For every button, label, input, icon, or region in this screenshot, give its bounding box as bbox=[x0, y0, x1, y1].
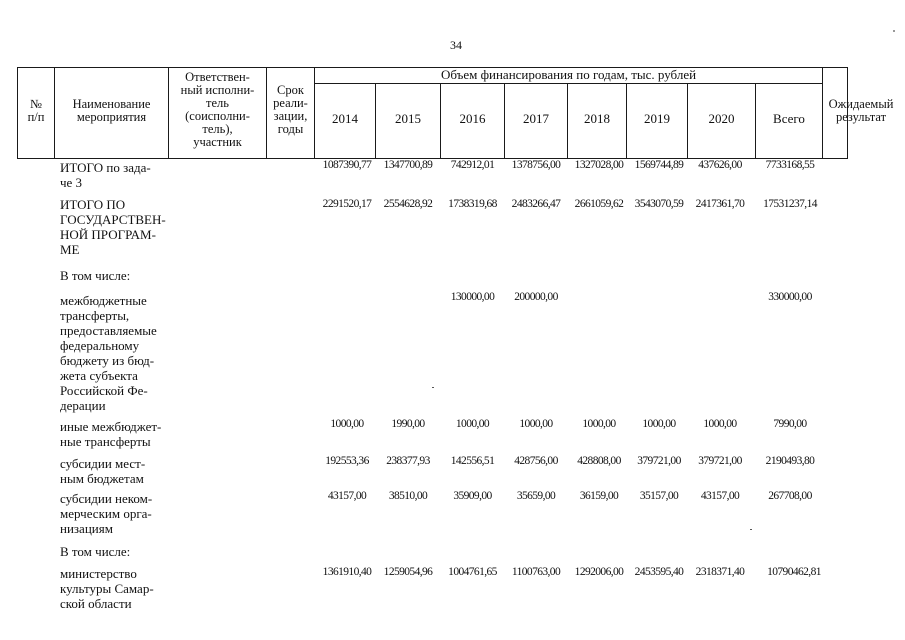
row-label-task3-total: ИТОГО по зада- че 3 bbox=[60, 160, 151, 190]
scan-speck bbox=[750, 529, 752, 530]
cell-value: 2190493,80 bbox=[765, 455, 815, 467]
cell-value: 2483266,47 bbox=[511, 198, 561, 210]
row-label-ministry-culture: министерство культуры Самар- ской области bbox=[60, 566, 154, 611]
cell-value: 428808,00 bbox=[577, 455, 621, 467]
header-term: Срок реали- зации, годы bbox=[273, 83, 308, 136]
header-financing: Объем финансирования по годам, тыс. рублей bbox=[440, 67, 697, 82]
header-year-2015: 2015 bbox=[395, 111, 421, 126]
cell-value: 437626,00 bbox=[698, 159, 742, 171]
cell-value: 1000,00 bbox=[519, 418, 553, 430]
cell-value: 1100763,00 bbox=[511, 566, 561, 578]
header-number: № п/п bbox=[27, 97, 45, 124]
row-label-federal-transfers: межбюджетные трансферты, предоставляемые федеральному бюджету из бюд- жета субъекта Российской Фе- дерации bbox=[60, 293, 157, 413]
cell-value: 2453595,40 bbox=[634, 566, 684, 578]
cell-value: 1738319,68 bbox=[448, 198, 497, 210]
cell-value: 238377,93 bbox=[386, 455, 430, 467]
header-year-2018: 2018 bbox=[584, 111, 610, 126]
cell-value: 2417361,70 bbox=[695, 198, 745, 210]
cell-value: 379721,00 bbox=[698, 455, 742, 467]
cell-value: 7733168,55 bbox=[765, 159, 815, 171]
header-name: Наименование мероприятия bbox=[72, 97, 151, 124]
row-label-nonprofit-subsidies: субсидии неком- мерческим орга- низациям bbox=[60, 491, 153, 536]
cell-value: 1327028,00 bbox=[574, 159, 624, 171]
financing-header-border bbox=[314, 83, 822, 84]
cell-value: 43157,00 bbox=[327, 490, 367, 502]
cell-value: 2318371,40 bbox=[695, 566, 745, 578]
cell-value: 1259054,96 bbox=[383, 566, 433, 578]
row-label-other-transfers: иные межбюджет- ные трансферты bbox=[60, 419, 162, 449]
cell-value: 1292006,00 bbox=[574, 566, 624, 578]
cell-value: 1004761,65 bbox=[448, 566, 497, 578]
cell-value: 10790462,81 bbox=[767, 566, 821, 578]
cell-value: 2554628,92 bbox=[383, 198, 433, 210]
cell-value: 1378756,00 bbox=[511, 159, 561, 171]
cell-value: 1361910,40 bbox=[322, 566, 372, 578]
cell-value: 330000,00 bbox=[768, 291, 812, 303]
cell-value: 35157,00 bbox=[639, 490, 679, 502]
cell-value: 7990,00 bbox=[773, 418, 807, 430]
cell-value: 428756,00 bbox=[514, 455, 558, 467]
cell-value: 35909,00 bbox=[453, 490, 492, 502]
cell-value: 1347700,89 bbox=[383, 159, 433, 171]
cell-value: 1000,00 bbox=[582, 418, 616, 430]
cell-value: 35659,00 bbox=[516, 490, 556, 502]
header-year-2019: 2019 bbox=[644, 111, 670, 126]
cell-value: 267708,00 bbox=[768, 490, 812, 502]
cell-value: 38510,00 bbox=[388, 490, 428, 502]
cell-value: 17531237,14 bbox=[763, 198, 817, 210]
cell-value: 200000,00 bbox=[514, 291, 558, 303]
header-year-2014: 2014 bbox=[332, 111, 358, 126]
header-responsible: Ответствен- ный исполни- тель (соисполни- тель), участник bbox=[180, 70, 255, 149]
cell-value: 1000,00 bbox=[642, 418, 676, 430]
cell-value: 3543070,59 bbox=[634, 198, 684, 210]
cell-value: 1087390,77 bbox=[322, 159, 372, 171]
cell-value: 1000,00 bbox=[330, 418, 364, 430]
cell-value: 1000,00 bbox=[455, 418, 490, 430]
cell-value: 192553,36 bbox=[325, 455, 369, 467]
cell-value: 2291520,17 bbox=[322, 198, 372, 210]
row-label-including: В том числе: bbox=[60, 268, 131, 283]
cell-value: 742912,01 bbox=[450, 159, 495, 171]
header-total: Всего bbox=[773, 111, 805, 126]
cell-value: 2661059,62 bbox=[574, 198, 624, 210]
row-label-program-total: ИТОГО ПО ГОСУДАРСТВЕН- НОЙ ПРОГРАМ- МЕ bbox=[60, 197, 166, 257]
cell-value: 43157,00 bbox=[700, 490, 740, 502]
page-number: 34 bbox=[450, 38, 462, 52]
cell-value: 379721,00 bbox=[637, 455, 681, 467]
row-label-local-subsidies: субсидии мест- ным бюджетам bbox=[60, 456, 146, 486]
cell-value: 1990,00 bbox=[391, 418, 425, 430]
cell-value: 130000,00 bbox=[450, 291, 495, 303]
scan-speck bbox=[432, 387, 434, 388]
row-label-including-2: В том числе: bbox=[60, 544, 131, 559]
header-result: Ожидаемый результат bbox=[828, 97, 894, 124]
cell-value: 1000,00 bbox=[703, 418, 737, 430]
cell-value: 142556,51 bbox=[450, 455, 495, 467]
cell-value: 1569744,89 bbox=[634, 159, 684, 171]
header-year-2016: 2016 bbox=[459, 111, 486, 126]
cell-value: 36159,00 bbox=[579, 490, 619, 502]
header-year-2020: 2020 bbox=[708, 111, 735, 126]
header-year-2017: 2017 bbox=[523, 111, 549, 126]
